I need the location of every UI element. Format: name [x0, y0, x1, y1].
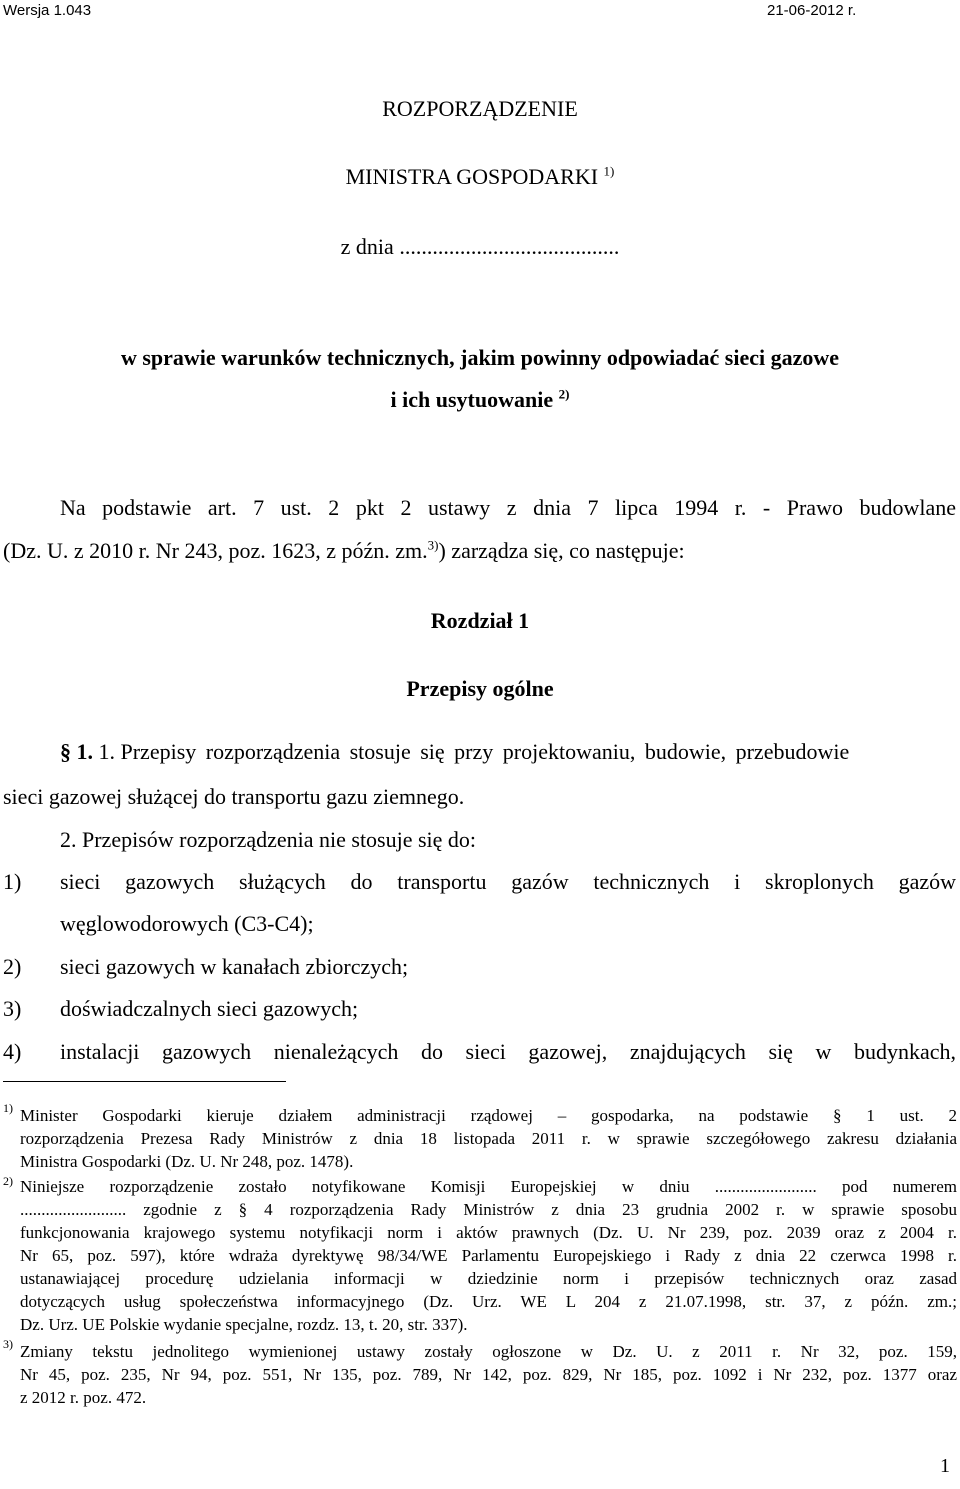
list-item-text: sieci gazowych służących do transportu gazów technicznych i skroplonych gazów	[60, 869, 956, 894]
list-item	[0, 956, 960, 980]
footnote-ref-2: 2)	[558, 386, 570, 402]
footnote-line: dotyczących usług społeczeństwa informacyjnego (Dz. Urz. WE L 204 z 21.07.1998, str. 37, z późn. zm.;	[20, 1292, 957, 1311]
issuer-text: MINISTRA GOSPODARKI	[345, 164, 599, 189]
subject-line-2	[0, 387, 960, 413]
list-item	[0, 871, 960, 895]
preamble-line-2	[3, 537, 685, 563]
paragraph-2-text: Przepisów rozporządzenia nie stosuje się do:	[82, 827, 477, 852]
list-item-text: sieci gazowych w kanałach zbiorczych;	[60, 954, 409, 979]
page-number: 1	[940, 1455, 950, 1477]
list-item-number: 3)	[3, 996, 22, 1021]
list-item-number: 2)	[3, 954, 22, 979]
list-item-text: doświadczalnych sieci gazowych;	[60, 996, 359, 1021]
chapter-number: Rozdział 1	[430, 608, 530, 633]
section-1-paragraph-2	[60, 829, 476, 851]
issuer-heading	[0, 164, 960, 190]
footnote-line: Niniejsze rozporządzenie zostało notyfikowane Komisji Europejskiej w dniu ........................ pod numerem	[20, 1177, 957, 1196]
list-item-number: 1)	[3, 869, 22, 894]
footnote-line: funkcjonowania krajowego systemu notyfikacji norm i aktów prawnych (Dz. U. Nr 239, poz. 2039 oraz z 2004 r.	[20, 1223, 957, 1242]
list-item-continuation: węglowodorowych (C3-C4);	[60, 911, 314, 936]
footnote-line: Minister Gospodarki kieruje działem administracji rządowej – gospodarka, na podstawie § 1 ust. 2	[20, 1106, 957, 1125]
section-1-paragraph-1	[60, 741, 956, 763]
chapter-title: Przepisy ogólne	[406, 676, 554, 701]
footnote-line: Ministra Gospodarki (Dz. U. Nr 248, poz. 1478).	[20, 1152, 354, 1171]
version-label: Wersja 1.043	[3, 2, 92, 19]
preamble-line-2-b: ) zarządza się, co następuje:	[438, 538, 685, 563]
paragraph-1-line-2: sieci gazowej służącej do transportu gazu ziemnego.	[3, 784, 465, 809]
preamble-line-2-a: (Dz. U. z 2010 r. Nr 243, poz. 1623, z późn. zm.	[3, 538, 428, 563]
footnote-line: ustanawiającej procedurę udzielania informacji w dziedzinie norm i przepisów technicznych oraz zasad	[20, 1269, 957, 1288]
section-mark: §	[60, 739, 71, 764]
list-item	[0, 998, 960, 1022]
list-item	[0, 1041, 960, 1065]
paragraph-2-number: 2.	[60, 827, 77, 852]
paragraph-1-line-1: Przepisy rozporządzenia stosuje się przy projektowaniu, budowie, przebudowie	[120, 739, 850, 764]
paragraph-1-number: 1.	[98, 739, 115, 764]
version-date: 21-06-2012 r.	[767, 2, 857, 19]
footnote-3-mark: 3)	[3, 1337, 13, 1351]
footnote-line: ......................... zgodnie z § 4 rozporządzenia Rady Ministrów z dnia 23 grudnia 2002 r. w sprawie sposobu	[20, 1200, 957, 1219]
footnote-1-mark: 1)	[3, 1101, 13, 1115]
footnote-line: Zmiany tekstu jednolitego wymienionej ustawy zostały ogłoszone w Dz. U. z 2011 r. Nr 32, poz. 159,	[20, 1342, 957, 1361]
list-item-number: 4)	[3, 1039, 22, 1064]
act-type-heading: ROZPORZĄDZENIE	[382, 96, 578, 121]
subject-line-1: w sprawie warunków technicznych, jakim powinny odpowiadać sieci gazowe	[120, 345, 840, 370]
footnote-2-mark: 2)	[3, 1174, 13, 1188]
footnote-ref-3: 3)	[427, 537, 439, 553]
footnote-ref-1: 1)	[603, 163, 615, 179]
preamble-line-1: Na podstawie art. 7 ust. 2 pkt 2 ustawy z dnia 7 lipca 1994 r. - Prawo budowlane	[60, 495, 956, 520]
list-item-text: instalacji gazowych nienależących do sieci gazowej, znajdujących się w budynkach,	[60, 1039, 956, 1064]
footnote-line: Dz. Urz. UE Polskie wydanie specjalne, rozdz. 13, t. 20, str. 337).	[20, 1315, 468, 1334]
footnote-line: z 2012 r. poz. 472.	[20, 1388, 147, 1407]
footnote-line: Nr 45, poz. 235, Nr 94, poz. 551, Nr 135, poz. 789, Nr 142, poz. 829, Nr 185, poz. 1092 i Nr 232, poz. 1377 oraz	[20, 1365, 957, 1384]
footnote-line: Nr 65, poz. 597), które wdraża dyrektywę 98/34/WE Parlamentu Europejskiego i Rady z dnia 22 czerwca 1998 r.	[20, 1246, 957, 1265]
footnote-separator	[3, 1081, 286, 1082]
section-number: 1.	[76, 739, 93, 764]
footnote-line: rozporządzenia Prezesa Rady Ministrów z dnia 18 listopada 2011 r. w sprawie szczegółowego zakresu działania	[20, 1129, 957, 1148]
subject-line-2-text: i ich usytuowanie	[390, 387, 554, 412]
act-date-line: z dnia ........................................	[340, 234, 620, 259]
